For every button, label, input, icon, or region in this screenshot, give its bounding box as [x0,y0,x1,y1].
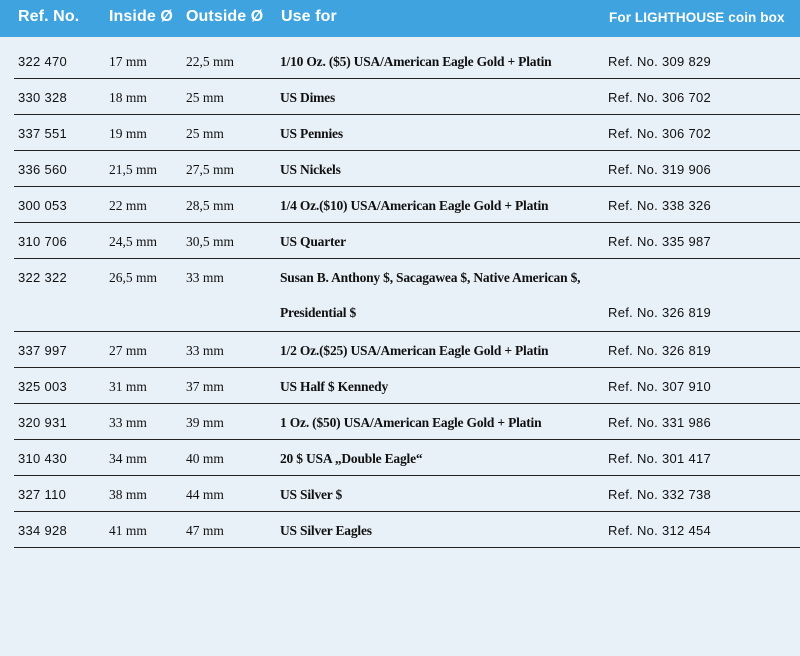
cell-inside-diameter: 19 mm [109,126,147,141]
cell-use-for: US Dimes [280,90,336,105]
cell-ref-no: 337 551 [18,126,68,141]
header-use-for: Use for [281,8,337,25]
cell-ref-no: 300 053 [18,198,68,213]
cell-inside-diameter: 27 mm [109,343,147,358]
cell-coin-box: Ref. No. 301 417 [608,451,712,466]
cell-coin-box: Ref. No. 306 702 [608,90,712,105]
cell-use-for: US Nickels [280,162,341,177]
table-header [0,0,800,37]
cell-outside-diameter: 30,5 mm [186,234,235,249]
table-row [14,259,800,332]
cell-inside-diameter: 31 mm [109,379,147,394]
cell-ref-no: 310 430 [18,451,68,466]
cell-use-for-continued: Presidential $ [280,305,357,320]
cell-outside-diameter: 39 mm [186,415,224,430]
cell-coin-box: Ref. No. 309 829 [608,54,712,69]
cell-use-for: 1/4 Oz.($10) USA/American Eagle Gold + Platin [280,198,549,213]
table-row [14,115,800,151]
cell-outside-diameter: 44 mm [186,487,224,502]
cell-inside-diameter: 33 mm [109,415,147,430]
cell-use-for: 1 Oz. ($50) USA/American Eagle Gold + Platin [280,415,542,430]
cell-outside-diameter: 40 mm [186,451,224,466]
cell-ref-no: 310 706 [18,234,68,249]
cell-coin-box: Ref. No. 335 987 [608,234,712,249]
cell-outside-diameter: 47 mm [186,523,224,538]
cell-ref-no: 334 928 [18,523,68,538]
table-row [14,476,800,512]
cell-use-for: US Half $ Kennedy [280,379,388,394]
table-row [14,368,800,404]
cell-coin-box: Ref. No. 338 326 [608,198,712,213]
cell-use-for: 1/2 Oz.($25) USA/American Eagle Gold + Platin [280,343,549,358]
cell-coin-box: Ref. No. 326 819 [608,343,712,358]
cell-outside-diameter: 22,5 mm [186,54,235,69]
cell-coin-box: Ref. No. 306 702 [608,126,712,141]
cell-outside-diameter: 33 mm [186,343,224,358]
header-inside-diameter: Inside Ø [109,8,173,25]
table-row [14,440,800,476]
header-coin-box: For LIGHTHOUSE coin box [609,10,785,25]
cell-coin-box: Ref. No. 319 906 [608,162,712,177]
cell-inside-diameter: 18 mm [109,90,147,105]
cell-ref-no: 327 110 [18,487,67,502]
cell-use-for: 1/10 Oz. ($5) USA/American Eagle Gold + Platin [280,54,552,69]
cell-use-for: 20 $ USA „Double Eagle“ [280,451,423,466]
cell-outside-diameter: 27,5 mm [186,162,235,177]
cell-outside-diameter: 28,5 mm [186,198,235,213]
header-ref-no: Ref. No. [18,8,80,25]
cell-inside-diameter: 34 mm [109,451,147,466]
cell-inside-diameter: 38 mm [109,487,147,502]
cell-coin-box: Ref. No. 307 910 [608,379,712,394]
cell-inside-diameter: 26,5 mm [109,270,158,285]
cell-ref-no: 336 560 [18,162,68,177]
cell-ref-no: 322 470 [18,54,68,69]
cell-coin-box: Ref. No. 312 454 [608,523,712,538]
cell-coin-box: Ref. No. 331 986 [608,415,712,430]
cell-ref-no: 330 328 [18,90,68,105]
cell-outside-diameter: 33 mm [186,270,224,285]
table-row [14,79,800,115]
cell-inside-diameter: 17 mm [109,54,147,69]
header-outside-diameter: Outside Ø [186,8,264,25]
table-row [14,332,800,368]
cell-outside-diameter: 25 mm [186,126,224,141]
cell-use-for: US Quarter [280,234,346,249]
table-row [14,223,800,259]
table-row [14,512,800,548]
cell-ref-no: 325 003 [18,379,68,394]
cell-use-for: US Silver $ [280,487,343,502]
cell-inside-diameter: 24,5 mm [109,234,158,249]
cell-inside-diameter: 21,5 mm [109,162,158,177]
cell-outside-diameter: 37 mm [186,379,224,394]
cell-use-for: US Silver Eagles [280,523,372,538]
table-body [0,43,800,548]
cell-outside-diameter: 25 mm [186,90,224,105]
cell-coin-box: Ref. No. 326 819 [608,305,712,320]
cell-ref-no: 320 931 [18,415,68,430]
cell-ref-no: 322 322 [18,270,68,285]
table-row [14,187,800,223]
cell-inside-diameter: 41 mm [109,523,147,538]
cell-coin-box: Ref. No. 332 738 [608,487,712,502]
table-row [14,43,800,79]
cell-ref-no: 337 997 [18,343,68,358]
cell-use-for: US Pennies [280,126,343,141]
cell-use-for: Susan B. Anthony $, Sacagawea $, Native American $, [280,270,581,285]
cell-inside-diameter: 22 mm [109,198,147,213]
table-row [14,151,800,187]
table-row [14,404,800,440]
